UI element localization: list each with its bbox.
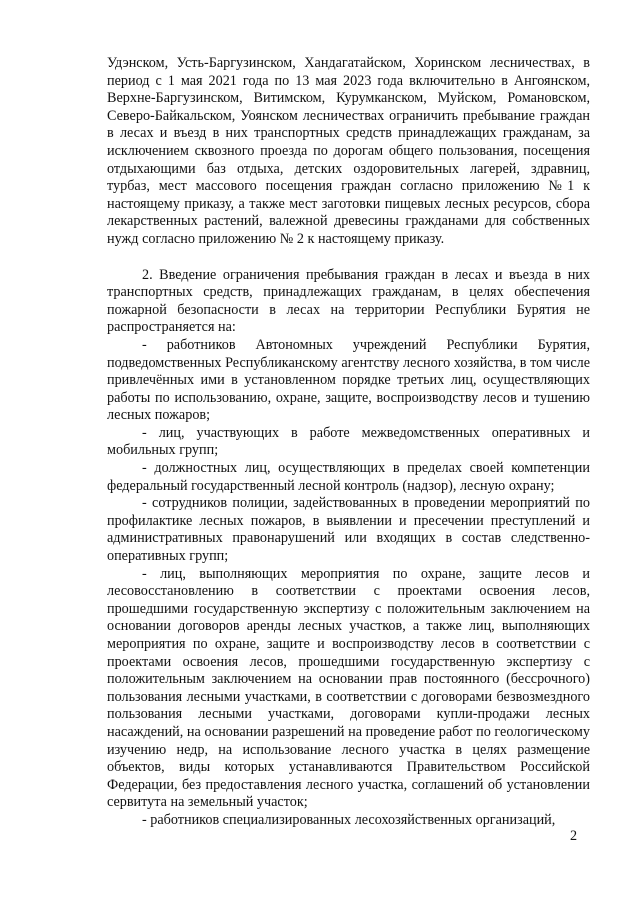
list-item-forest-control-officials: - должностных лиц, осуществляющих в пределах своей компетенции федеральный государственный лесной контроль (надзор), лесную охрану; bbox=[107, 460, 590, 494]
list-item-forest-protection-workers: - лиц, выполняющих мероприятия по охране, защите лесов и лесовосстановлению в соответствии с проектами освоения лесов, прошедшими государственную экспертизу с положительным заключением на основании договоров аренды лесных участков, а также лиц, выполняющих мероприятия по охране, защите и воспроизводству лесов в соответствии с проектами освоения лесов, прошедшими государственную экспертизу с положительным заключением на основании прав постоянного (бессрочного) пользования лесными участками, в соответствии с договорами безвозмездного пользования лесными участками, договорами купли-продажи лесных насаждений, на основании разрешений на проведение работ по геологическому изучению недр, на использование лесного участка в целях размещение объектов, виды которых устанавливаются Правительством Российской Федерации, без предоставления лесного участка, соглашений об установлении сервитута на земельный участок; bbox=[107, 565, 590, 811]
list-item-police-officers: - сотрудников полиции, задействованных в проведении мероприятий по профилактике лесных пожаров, в выявлении и пресечении преступлений и административных правонарушений или входящих в состав следственно-оперативных групп; bbox=[107, 495, 590, 565]
page-number: 2 bbox=[570, 828, 578, 844]
document-body bbox=[107, 55, 590, 830]
list-item-operational-groups: - лиц, участвующих в работе межведомственных оперативных и мобильных групп; bbox=[107, 424, 590, 459]
list-item-specialized-organizations: - работников специализированных лесохозяйственных организаций, bbox=[142, 811, 556, 828]
list-item-forestry-workers: - работников Автономных учреждений Республики Бурятия, подведомственных Республиканскому агентству лесного хозяйства, в том числе привлечённых ими в установленном порядке третьих лиц, осуществляющих работы по использованию, охране, защите, воспроизводству лесов и тушению лесных пожаров; bbox=[107, 336, 590, 424]
paragraph-section-2: 2. Введение ограничения пребывания граждан в лесах и въезда в них транспортных средств, принадлежащих гражданам, в целях обеспечения пожарной безопасности в лесах на территории Республики Бурятия не распространяется на: bbox=[107, 266, 590, 336]
paragraph-continuation: Удэнском, Усть-Баргузинском, Хандагатайском, Хоринском лесничествах, в период с 1 мая 2021 года по 13 мая 2023 года включительно в Ангоянском, Верхне-Баргузинском, Витимском, Курумканском, Муйском, Романовском, Северо-Байкальском, Уоянском лесничествах ограничить пребывание граждан в лесах и въезд в них транспортных средств принадлежащих гражданам, за исключением сквозного проезда по дорогам общего пользования, посещения отдыхающими баз отдыха, детских оздоровительных лагерей, здравниц, турбаз, мест массового посещения граждан согласно приложению №1 к настоящему приказу, а также мест заготовки пищевых лесных ресурсов, сбора лекарственных растений, валежной древесины гражданами для собственных нужд согласно приложению № 2 к настоящему приказу. bbox=[107, 55, 590, 247]
